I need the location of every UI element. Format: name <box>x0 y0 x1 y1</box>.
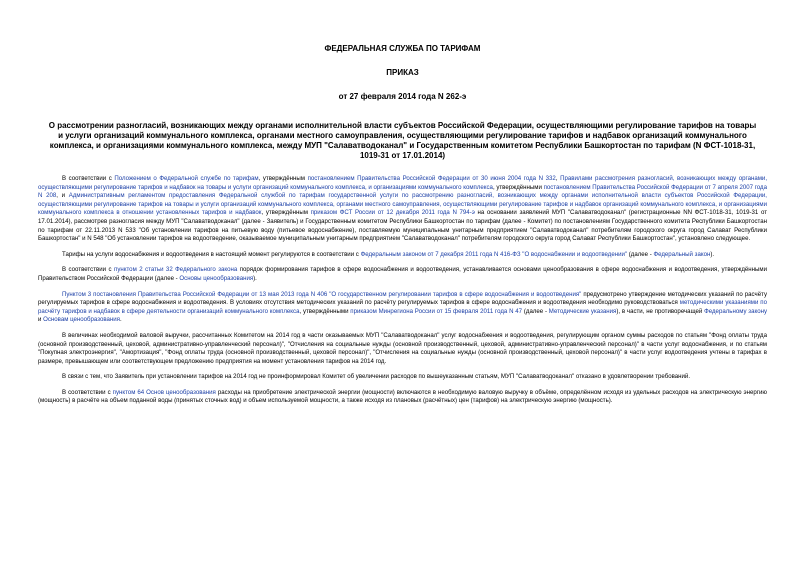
paragraph-text: и <box>38 316 44 324</box>
paragraph-text: ). <box>710 250 715 258</box>
document-link[interactable]: пунктом 2 статьи 32 Федерального закона <box>114 266 238 274</box>
paragraph-text: В соответствии с <box>62 175 115 182</box>
paragraph-text: , утверждёнными <box>299 307 351 315</box>
document-link[interactable]: Пунктом 3 постановления Правительства Российской Федерации от 13 мая 2013 года N 406 "О государственном регулировании тарифов в сфере водоснабжения и водоотведения" <box>62 290 582 298</box>
document-link[interactable]: постановлением Правительства Российской Федерации от 30 июня 2004 года N 332 <box>307 175 556 182</box>
document-link[interactable]: Положением о Федеральной службе по тарифам <box>114 175 259 182</box>
paragraph-text: В величинах необходимой валовой выручки, рассчитанных Комитетом на 2014 год в части оказываемых МУП "Салаватводоканал" услуг водоснабжения и водоотведения, регулирующим органом суммы расходов по статьям "Фонд оплаты труда (основной производственный, цеховой, административно-управленческий персонал)", "Отчисления на социальные нужды (основной производственный, цеховой, административно-управленческий персонал)" в части услуг водоснабжения, и по статьям "Покупная электроэнергия", "Амортизация", "Фонд оплаты труда (основной производственный, цеховой персонал)", "Отчисления на социальные нужды (основной производственный, цеховой персонал)" в части услуг водоотведения учтены в тарифах в размере, превышающем или соответствующем предложению предприятия на момент установления тарифов на 2014 год. <box>38 331 767 365</box>
paragraph-text: на основании заявлений МУП "Салаватводоканал" (регистрационные NN ФСТ-1018-31, 1019-31 от 17.01.2014), рассмотрев разногласия между МУП "Салаватводоканал" (далее - Заявитель) и Государственным комитетом Республики Башкортостан по тарифам (далее - Комитет) по постановлениям Государственного комитета Республики Башкортостан по тарифам от 22.11.2013 N 533 "Об установлении тарифов на питьевую воду (питьевое водоснабжение), поставляемую муниципальным унитарным предприятием "Салаватводоканал" потребителям городского округа город Салават Республики Башкортостан" и N 548 "Об установлении тарифов на водоотведение, оказываемое муниципальным унитарным предприятием "Салаватводоканал" потребителям городского округа город Салават Республики Башкортостан", установлено следующее. <box>38 209 768 243</box>
document-link[interactable]: постановлением Правительства Российской Федерации от 7 апреля 2007 года N 208 <box>38 183 768 200</box>
paragraph-text: ). <box>253 274 257 282</box>
paragraph-text: порядок формирования тарифов в сфере водоснабжения и водоотведения, устанавливается основами ценообразования в сфере водоснабжения и водоотведения, утверждёнными Правительством Российской Федерации (далее - <box>38 266 767 282</box>
paragraph-text: В связи с тем, что Заявитель при установлении тарифов на 2014 год не проинформировал Комитет об увеличении расходов по вышеуказанным статьям, МУП "Салаватводоканал" отказано в удовлетворении требований. <box>62 373 691 381</box>
paragraph-5 <box>38 332 767 366</box>
paragraph-6 <box>38 373 767 382</box>
document-link[interactable]: методическими указаниями по расчёту тарифов и надбавок в сфере деятельности организаций коммунального комплекса <box>38 299 767 315</box>
agency-name: ФЕДЕРАЛЬНАЯ СЛУЖБА ПО ТАРИФАМ <box>324 44 481 53</box>
document-link[interactable]: Федеральным законом от 7 декабря 2011 года N 416-ФЗ "О водоснабжении и водоотведении" <box>360 250 628 258</box>
document-link[interactable]: приказом Минрегиона России от 15 февраля 2011 года N 47 <box>350 307 523 315</box>
paragraph-text: , утверждённым <box>261 209 311 217</box>
paragraph-1 <box>38 175 767 244</box>
paragraph-text: (далее - <box>627 250 654 258</box>
document-type: ПРИКАЗ <box>386 68 419 77</box>
document-link[interactable]: Основам ценообразования <box>43 316 120 324</box>
paragraph-text: В соответствии с <box>62 266 115 274</box>
document-link[interactable]: приказом ФСТ России от 12 декабря 2011 года N 794-э <box>310 209 475 217</box>
document-link[interactable]: пунктом 64 Основ ценообразования <box>112 388 216 396</box>
document-body <box>38 175 767 406</box>
paragraph-text: , и <box>56 192 69 200</box>
paragraph-text: ), в части, не противоречащей <box>616 307 705 315</box>
document-link[interactable]: Федеральному закону <box>704 307 768 315</box>
document-link[interactable]: Методические указания <box>548 307 617 315</box>
paragraph-text: Тарифы на услуги водоснабжения и водоотведения в настоящий момент регулируются в соответствии с <box>62 250 361 258</box>
paragraph-2 <box>38 251 767 260</box>
paragraph-text: расходы на приобретение электрической энергии (мощности) включаются в необходимую валовую выручку в объёме, определённом исходя из удельных расходов на электрическую энергию (мощность) в расчёте на объем поданной воды (принятых сточных вод) и объем используемой мощности, а также исходя из плановых (расчётных) цен (тарифов) на электрическую энергию (мощность). <box>38 388 768 405</box>
document-link[interactable]: Административным регламентом предоставления Федеральной службой по тарифам государственной услуги по рассмотрению разногласий, возникающих между органами исполнительной власти субъектов Российской Федерации, осуществляющими регулирование тарифов на товары и услуги организаций коммунального комплекса, органами местного самоуправления, осуществляющими регулирование тарифов и надбавок организаций коммунального комплекса, и организациями коммунального комплекса в отношении установленных тарифов и надбавок <box>38 192 767 217</box>
paragraph-text: (далее - <box>522 307 549 315</box>
paragraph-text: , утверждённым <box>258 175 308 182</box>
paragraph-3 <box>38 266 767 283</box>
paragraph-7 <box>38 389 767 406</box>
document-link[interactable]: Правилами рассмотрения разногласий, возникающих между органами, осуществляющими регулирование тарифов и надбавок на товары и услуги организаций коммунального комплекса, и организациями коммунального комплекса <box>38 175 768 191</box>
document-link[interactable]: Федеральный закон <box>653 250 711 258</box>
paragraph-text: . <box>120 316 122 324</box>
paragraph-text: предусмотрено утверждение методических указаний по расчёту регулируемых тарифов в сфере водоснабжения и водоотведения. В условиях отсутствия методических указаний по расчёту регулируемых тарифов в сфере водоснабжения и водоотведения необходимо руководствоваться <box>38 290 767 307</box>
paragraph-text: , утверждёнными <box>492 183 544 191</box>
paragraph-text: В соответствии с <box>62 388 113 396</box>
document-title: О рассмотрении разногласий, возникающих между органами исполнительной власти субъектов Российской Федерации, осуществляющими регулирование тарифов на товары и услуги организаций коммунального комплекса, органами местного самоуправления, осуществляющими регулирование тарифов и надбавок организаций коммунального комплекса, и организациями коммунального комплекса, между МУП "Салаватводоканал" и Государственным комитетом Республики Башкортостан по тарифам (N ФСТ-1018-31, 1019-31 от 17.01.2014) <box>48 121 757 160</box>
paragraph-4 <box>38 291 767 325</box>
document-link[interactable]: Основы ценообразования <box>179 274 254 282</box>
paragraph-text: , <box>555 175 561 182</box>
document-date-number: от 27 февраля 2014 года N 262-э <box>338 92 467 101</box>
